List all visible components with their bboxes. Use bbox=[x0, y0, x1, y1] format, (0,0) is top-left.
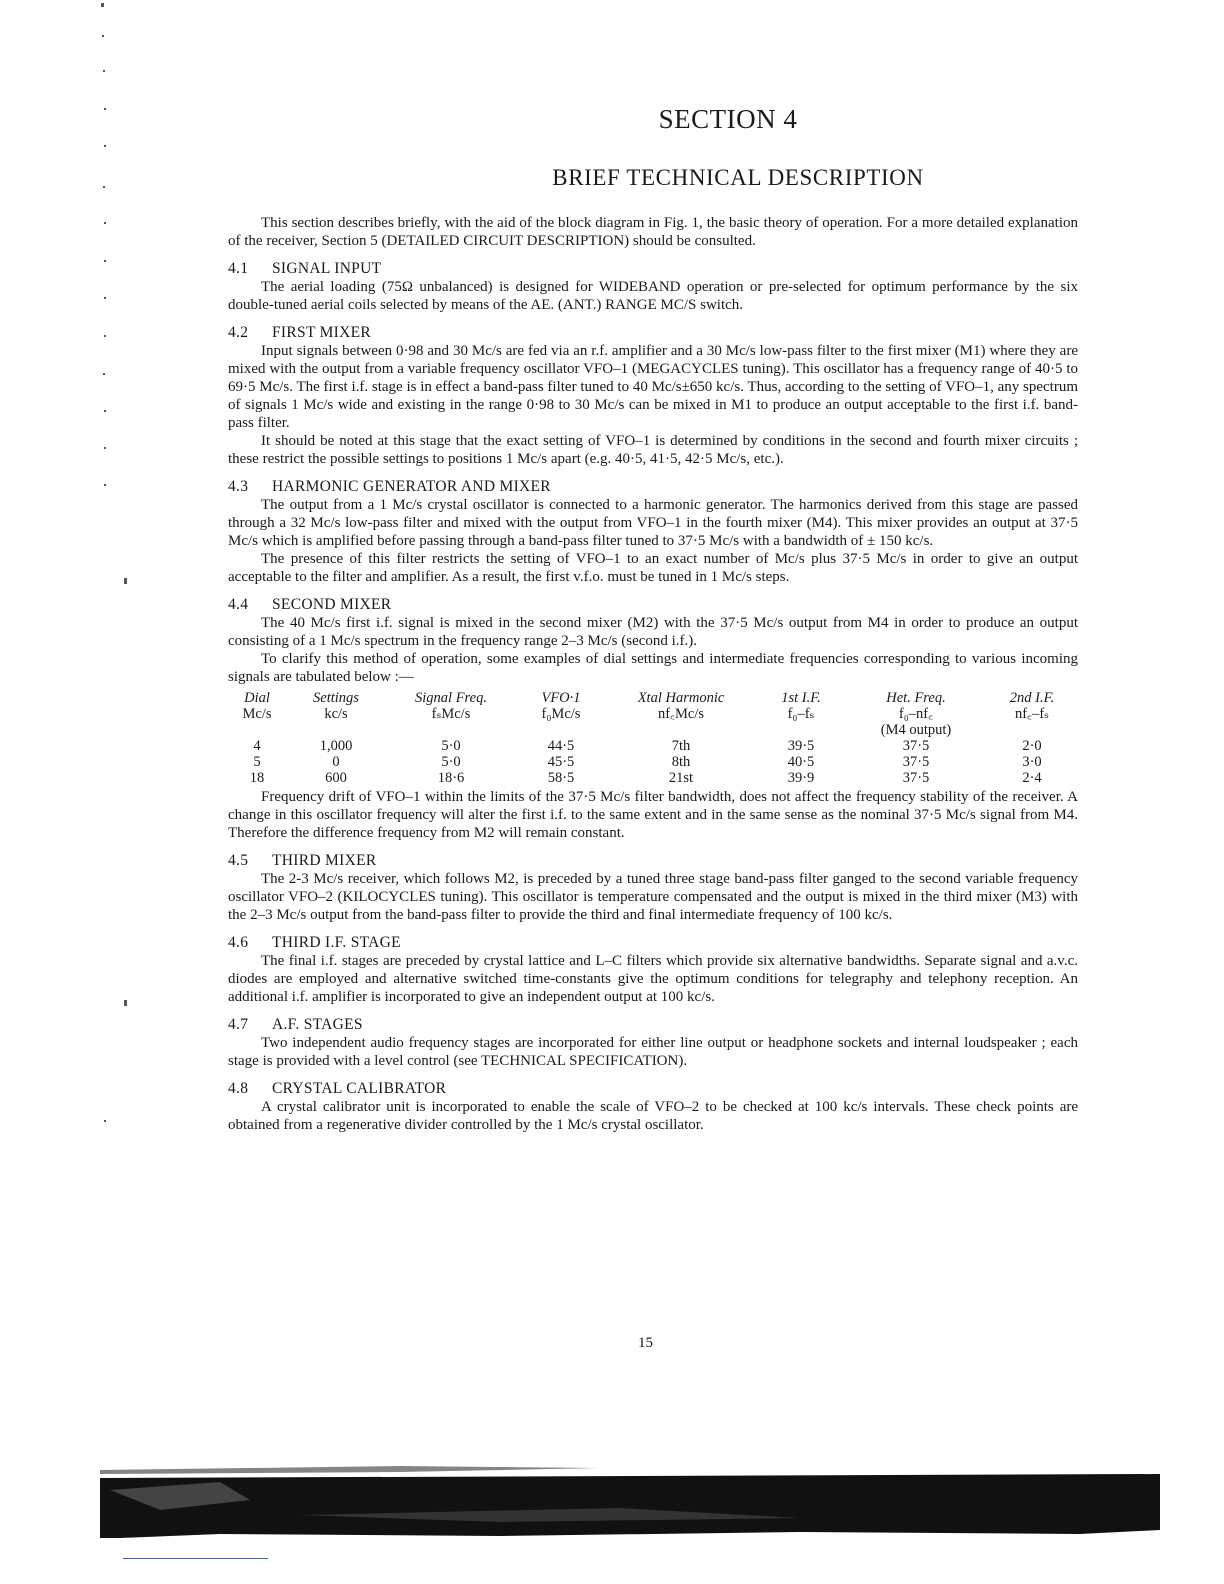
section-heading-text: HARMONIC GENERATOR AND MIXER bbox=[272, 478, 551, 495]
paragraph: Frequency drift of VFO–1 within the limits of the 37·5 Mc/s filter bandwidth, does not affect the frequency stability of the receiver. A change in this oscillator frequency will alter the first i.f. to the same extent and in the same sense as the nominal 37·5 Mc/s signal from M4. Therefore the difference frequency from M2 will remain constant. bbox=[228, 789, 1078, 841]
table-cell: 8th bbox=[671, 754, 691, 770]
table-cell: 40·5 bbox=[787, 754, 815, 770]
table-cell: 3·0 bbox=[1022, 754, 1042, 770]
table-row bbox=[228, 770, 1078, 786]
section-4-1 bbox=[228, 260, 1078, 314]
section-number: 4.6 bbox=[228, 934, 249, 951]
table-cell: 18 bbox=[249, 770, 265, 786]
section-4-6 bbox=[228, 934, 1078, 1006]
section-4-3 bbox=[228, 478, 1078, 586]
scan-edge-artifact bbox=[100, 1460, 1160, 1540]
table-header-row bbox=[228, 690, 1078, 706]
table-note-row bbox=[228, 722, 1078, 738]
table-unit-cell: kc/s bbox=[324, 706, 348, 722]
table-cell: 39·5 bbox=[787, 738, 815, 754]
section-heading bbox=[228, 852, 1078, 870]
section-number: 4.5 bbox=[228, 852, 249, 869]
table-unit-cell: f₀–fₛ bbox=[787, 706, 815, 722]
section-number: 4.1 bbox=[228, 260, 249, 277]
section-heading bbox=[228, 260, 1078, 278]
section-number: 4.2 bbox=[228, 324, 249, 341]
table-header-cell: Dial bbox=[244, 690, 270, 706]
section-title: BRIEF TECHNICAL DESCRIPTION bbox=[552, 165, 924, 190]
section-heading bbox=[228, 934, 1078, 952]
table-row bbox=[228, 738, 1078, 754]
table-cell: 18·6 bbox=[437, 770, 465, 786]
table-cell: 5·0 bbox=[441, 754, 461, 770]
section-heading bbox=[228, 596, 1078, 614]
table-cell: 2·4 bbox=[1022, 770, 1042, 786]
table-cell: 37·5 bbox=[902, 754, 930, 770]
table-unit-cell: nf꜀–fₛ bbox=[1014, 706, 1050, 722]
section-heading-text: CRYSTAL CALIBRATOR bbox=[272, 1080, 447, 1097]
table-unit-cell: fₛMc/s bbox=[431, 706, 471, 722]
section-heading-text: FIRST MIXER bbox=[272, 324, 372, 341]
table-cell: 58·5 bbox=[547, 770, 575, 786]
section-number: 4.8 bbox=[228, 1080, 249, 1097]
table-cell: 1,000 bbox=[319, 738, 353, 754]
paragraph: To clarify this method of operation, some examples of dial settings and intermediate frequencies corresponding to various incoming signals are tabulated below :— bbox=[228, 651, 1078, 685]
page-content bbox=[228, 100, 1078, 1134]
section-4-7 bbox=[228, 1016, 1078, 1070]
table-unit-cell: Mc/s bbox=[242, 706, 272, 722]
section-number: 4.4 bbox=[228, 596, 249, 613]
section-heading bbox=[228, 1080, 1078, 1098]
section-heading bbox=[228, 1016, 1078, 1034]
table-cell: 39·9 bbox=[787, 770, 815, 786]
table-unit-cell: f₀Mc/s bbox=[541, 706, 581, 722]
table-cell: 2·0 bbox=[1022, 738, 1042, 754]
scan-underline-artifact bbox=[123, 1558, 268, 1559]
table-header-cell: 2nd I.F. bbox=[1009, 690, 1055, 706]
paragraph: The aerial loading (75Ω unbalanced) is designed for WIDEBAND operation or pre-selected for optimum performance by the six double-tuned aerial coils selected by means of the AE. (ANT.) RANGE MC/S switch. bbox=[228, 279, 1078, 313]
paragraph: Two independent audio frequency stages are incorporated for either line output or headphone sockets and internal loudspeaker ; each stage is provided with a level control (see TECHNICAL SPECIFICATION). bbox=[228, 1035, 1078, 1069]
section-4-4 bbox=[228, 596, 1078, 842]
table-cell: 5 bbox=[253, 754, 261, 770]
table-units-row bbox=[228, 706, 1078, 722]
table-cell: 44·5 bbox=[547, 738, 575, 754]
table-unit-cell: nf꜀Mc/s bbox=[657, 706, 705, 722]
section-4-2 bbox=[228, 324, 1078, 468]
section-heading-text: A.F. STAGES bbox=[272, 1016, 363, 1033]
table-cell: 5·0 bbox=[441, 738, 461, 754]
paragraph: It should be noted at this stage that the exact setting of VFO–1 is determined by conditions in the second and fourth mixer circuits ; these restrict the possible settings to positions 1 Mc/s apart (e.g. 40·5, 41·5, 42·5 Mc/s, etc.). bbox=[228, 433, 1078, 467]
table-header-cell: Settings bbox=[313, 690, 359, 706]
table-header-cell: Het. Freq. bbox=[886, 690, 946, 706]
section-heading-text: SECOND MIXER bbox=[272, 596, 392, 613]
page-number: 15 bbox=[638, 1335, 653, 1351]
table-cell: 45·5 bbox=[547, 754, 575, 770]
table-cell: 7th bbox=[671, 738, 691, 754]
paragraph: Input signals between 0·98 and 30 Mc/s are fed via an r.f. amplifier and a 30 Mc/s low-pass filter to the first mixer (M1) where they are mixed with the output from a variable frequency oscillator VFO–1 (MEGACYCLES tuning). This oscillator has a frequency range of 40·5 to 69·5 Mc/s. The first i.f. stage is in effect a band-pass filter tuned to 40 Mc/s±650 kc/s. Thus, according to the setting of VFO–1, any spectrum of signals 1 Mc/s wide and existing in the range 0·98 to 30 Mc/s can be mixed in M1 to produce an output acceptable to the first i.f. band-pass filter. bbox=[228, 343, 1078, 431]
table-cell: 600 bbox=[325, 770, 347, 786]
intro-paragraph: This section describes briefly, with the aid of the block diagram in Fig. 1, the basic theory of operation. For a more detailed explanation of the receiver, Section 5 (DETAILED CIRCUIT DESCRIPTION) should be consulted. bbox=[228, 215, 1078, 249]
table-cell: 37·5 bbox=[902, 770, 930, 786]
dial-settings-table bbox=[228, 690, 1078, 786]
paragraph: The 40 Mc/s first i.f. signal is mixed in the second mixer (M2) with the 37·5 Mc/s output from M4 in order to produce an output consisting of a 1 Mc/s spectrum in the frequency range 2–3 Mc/s (second i.f.). bbox=[228, 615, 1078, 649]
section-4-5 bbox=[228, 852, 1078, 924]
table-cell: 4 bbox=[253, 738, 261, 754]
section-number: 4.3 bbox=[228, 478, 249, 495]
paragraph: A crystal calibrator unit is incorporated to enable the scale of VFO–2 to be checked at 100 kc/s intervals. These check points are obtained from a regenerative divider controlled by the 1 Mc/s crystal oscillator. bbox=[228, 1099, 1078, 1133]
table-note-cell: (M4 output) bbox=[880, 722, 952, 738]
section-4-8 bbox=[228, 1080, 1078, 1134]
table-header-cell: 1st I.F. bbox=[781, 690, 821, 706]
section-heading-text: THIRD I.F. STAGE bbox=[272, 934, 401, 951]
section-heading bbox=[228, 324, 1078, 342]
table-row bbox=[228, 754, 1078, 770]
paragraph: The final i.f. stages are preceded by crystal lattice and L–C filters which provide six alternative bandwidths. Separate signal and a.v.c. diodes are employed and alternative switched time-constants give the optimum conditions for telegraphy and telephony reception. An additional i.f. amplifier is incorporated to give an independent output at 100 kc/s. bbox=[228, 953, 1078, 1005]
table-cell: 21st bbox=[668, 770, 694, 786]
table-header-cell: Xtal Harmonic bbox=[637, 690, 725, 706]
table-unit-cell: f₀–nf꜀ bbox=[898, 706, 934, 722]
section-heading-text: THIRD MIXER bbox=[272, 852, 377, 869]
section-label: SECTION 4 bbox=[658, 104, 798, 134]
paragraph: The 2-3 Mc/s receiver, which follows M2, is preceded by a tuned three stage band-pass filter ganged to the second variable frequency oscillator VFO–2 (KILOCYCLES tuning). This oscillator is temperature compensated and the output is mixed in the third mixer (M3) with the 2–3 Mc/s output from the band-pass filter to provide the third and final intermediate frequency of 100 kc/s. bbox=[228, 871, 1078, 923]
paragraph: The output from a 1 Mc/s crystal oscillator is connected to a harmonic generator. The harmonics derived from this stage are passed through a 32 Mc/s low-pass filter and mixed with the output from VFO–1 in the fourth mixer (M4). This mixer provides an output at 37·5 Mc/s which is amplified before passing through a band-pass filter tuned to 37·5 Mc/s with a bandwidth of ± 150 kc/s. bbox=[228, 497, 1078, 549]
paragraph: The presence of this filter restricts the setting of VFO–1 to an exact number of Mc/s plus 37·5 Mc/s in order to give an output acceptable to the filter and amplifier. As a result, the first v.f.o. must be tuned in 1 Mc/s steps. bbox=[228, 551, 1078, 585]
table-header-cell: VFO·1 bbox=[541, 690, 581, 706]
table-cell: 0 bbox=[332, 754, 340, 770]
section-heading-text: SIGNAL INPUT bbox=[272, 260, 382, 277]
table-header-cell: Signal Freq. bbox=[415, 690, 487, 706]
section-number: 4.7 bbox=[228, 1016, 249, 1033]
section-heading bbox=[228, 478, 1078, 496]
table-cell: 37·5 bbox=[902, 738, 930, 754]
